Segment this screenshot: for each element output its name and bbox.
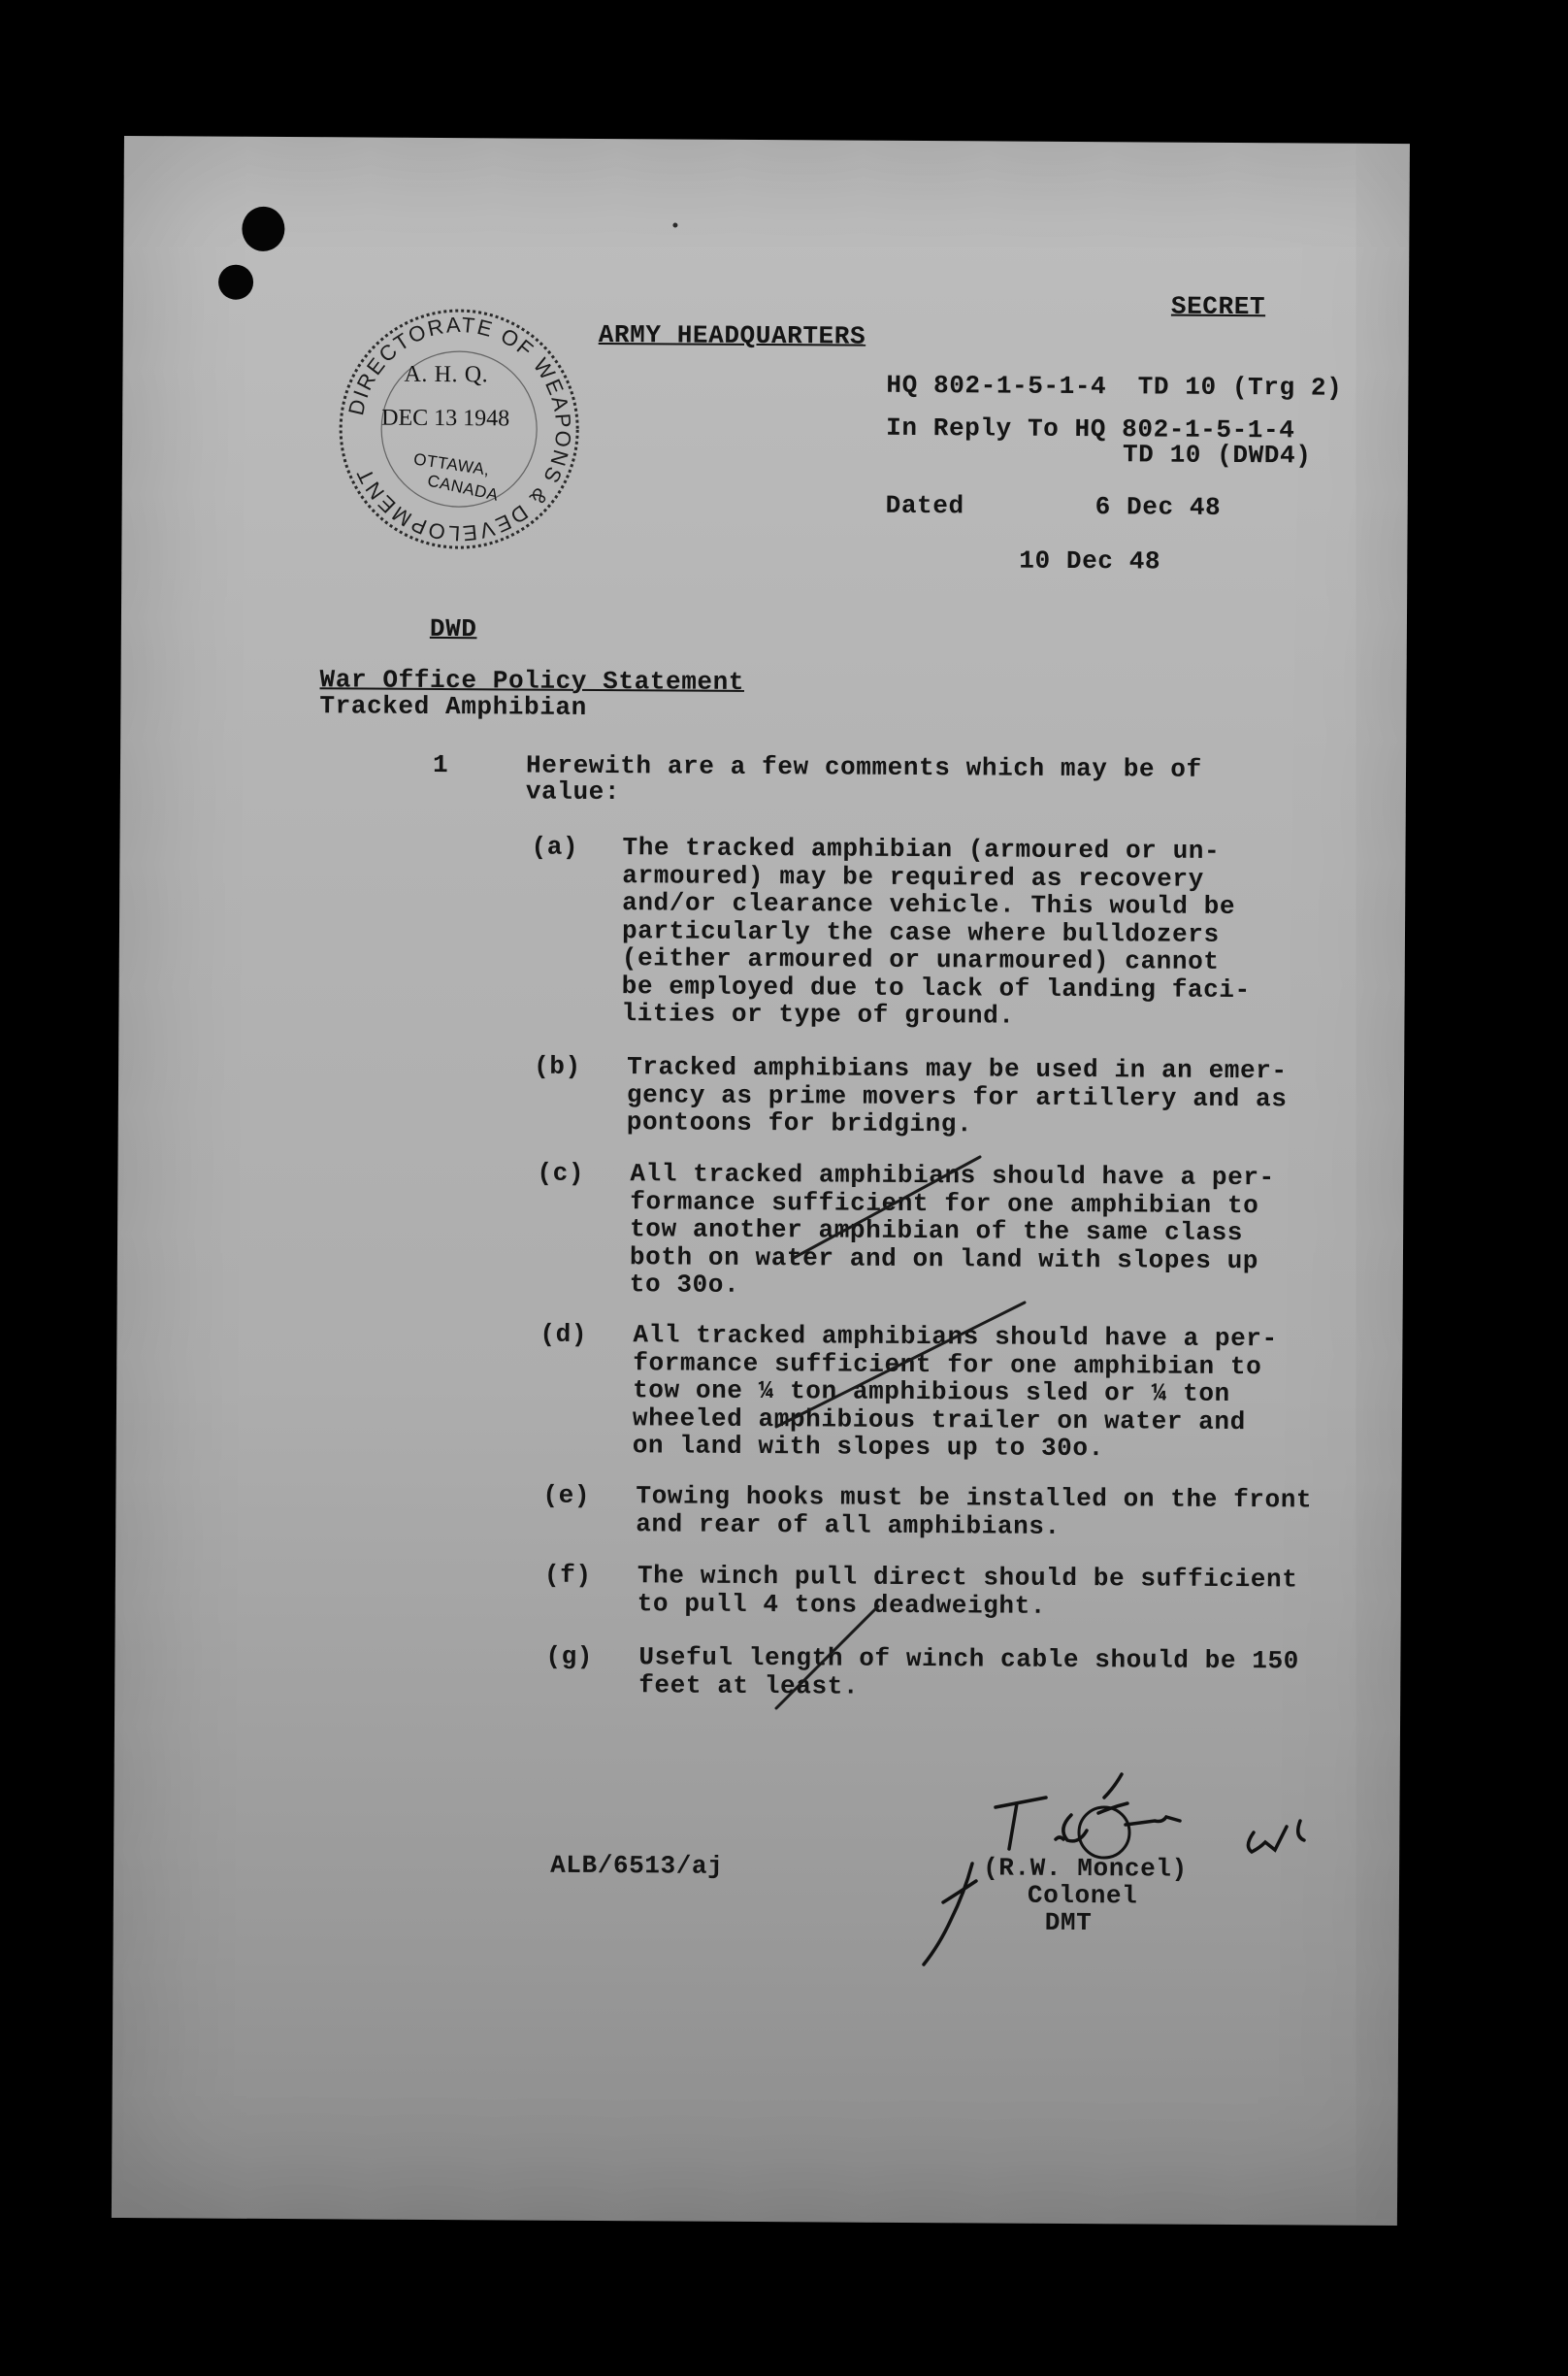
document-date: 10 Dec 48 [1019, 545, 1161, 577]
item-f-label: (f) [543, 1560, 592, 1590]
item-b-label: (b) [534, 1051, 581, 1081]
item-e-label: (e) [542, 1480, 591, 1510]
received-stamp [337, 307, 581, 551]
subject-line-2: Tracked Amphibian [319, 691, 587, 722]
subject-line-1: War Office Policy Statement [319, 665, 745, 697]
item-g-label: (g) [545, 1641, 594, 1671]
office-heading: ARMY HEADQUARTERS [598, 319, 866, 351]
item-e-text: Towing hooks must be installed on the front and rear of all amphibians. [636, 1481, 1313, 1541]
reply-to-reference: In Reply To HQ 802-1-5-1-4 [886, 412, 1295, 446]
signatory-name: (R.W. Moncel) [983, 1853, 1188, 1884]
stamp-ahq: A. H. Q. [404, 361, 489, 388]
item-a-label: (a) [531, 832, 579, 862]
paragraph-number: 1 [432, 749, 449, 780]
typist-reference: ALB/6513/aj [550, 1850, 724, 1881]
item-c-label: (c) [537, 1158, 585, 1188]
file-reference: HQ 802-1-5-1-4 TD 10 (Trg 2) [886, 370, 1343, 403]
item-d-label: (d) [539, 1319, 588, 1349]
item-g-text: Useful length of winch cable should be 150 feet at least. [638, 1642, 1300, 1701]
reply-to-reference-cont: TD 10 (DWD4) [1122, 440, 1312, 471]
classification: SECRET [1170, 291, 1266, 322]
dated-label: Dated [885, 490, 964, 521]
signatory-appointment: DMT [1044, 1907, 1093, 1938]
paragraph-text-line-2: value: [525, 776, 621, 808]
punch-hole-top [242, 207, 284, 251]
item-d-text: All tracked amphibians should have a per- formance sufficient for one amphibian to tow one ¼ ton amphibious sled or ¼ ton wheeled amphibious trailer on water and on land with slopes up to 30o. [632, 1320, 1278, 1464]
item-a-text: The tracked amphibian (armoured or un- armoured) may be required as recovery and/or clearance vehicle. This would be particularly the case where bulldozers (either armoured or unarmoured) cannot be employed due to lack of landing faci- lities or type of ground. [621, 833, 1251, 1031]
stamp-city: OTTAWA, [412, 449, 492, 479]
ink-speck [672, 222, 677, 227]
paragraph-text-line-1: Herewith are a few comments which may be of [525, 750, 1202, 784]
item-b-text: Tracked amphibians may be used in an emer- gency as prime movers for artillery and as pontoons for bridging. [626, 1052, 1288, 1139]
dated-value: 6 Dec 48 [1094, 492, 1222, 522]
signatory-rank: Colonel [1027, 1880, 1138, 1911]
punch-hole-bottom [218, 265, 253, 300]
item-f-text: The winch pull direct should be sufficient to pull 4 tons deadweight. [637, 1561, 1298, 1621]
document-page [112, 136, 1410, 2226]
item-c-text: All tracked amphibians should have a per- formance sufficient for one amphibian to tow another amphibian of the same class both on water and on land with slopes up to 30o. [629, 1159, 1275, 1300]
stamp-ring-text: DIRECTORATE OF WEAPONS & DEVELOPMENT [343, 312, 576, 546]
stamp-country: CANADA [425, 471, 501, 505]
addressee: DWD [429, 613, 477, 644]
stamp-date: DEC 13 1948 [381, 405, 510, 432]
